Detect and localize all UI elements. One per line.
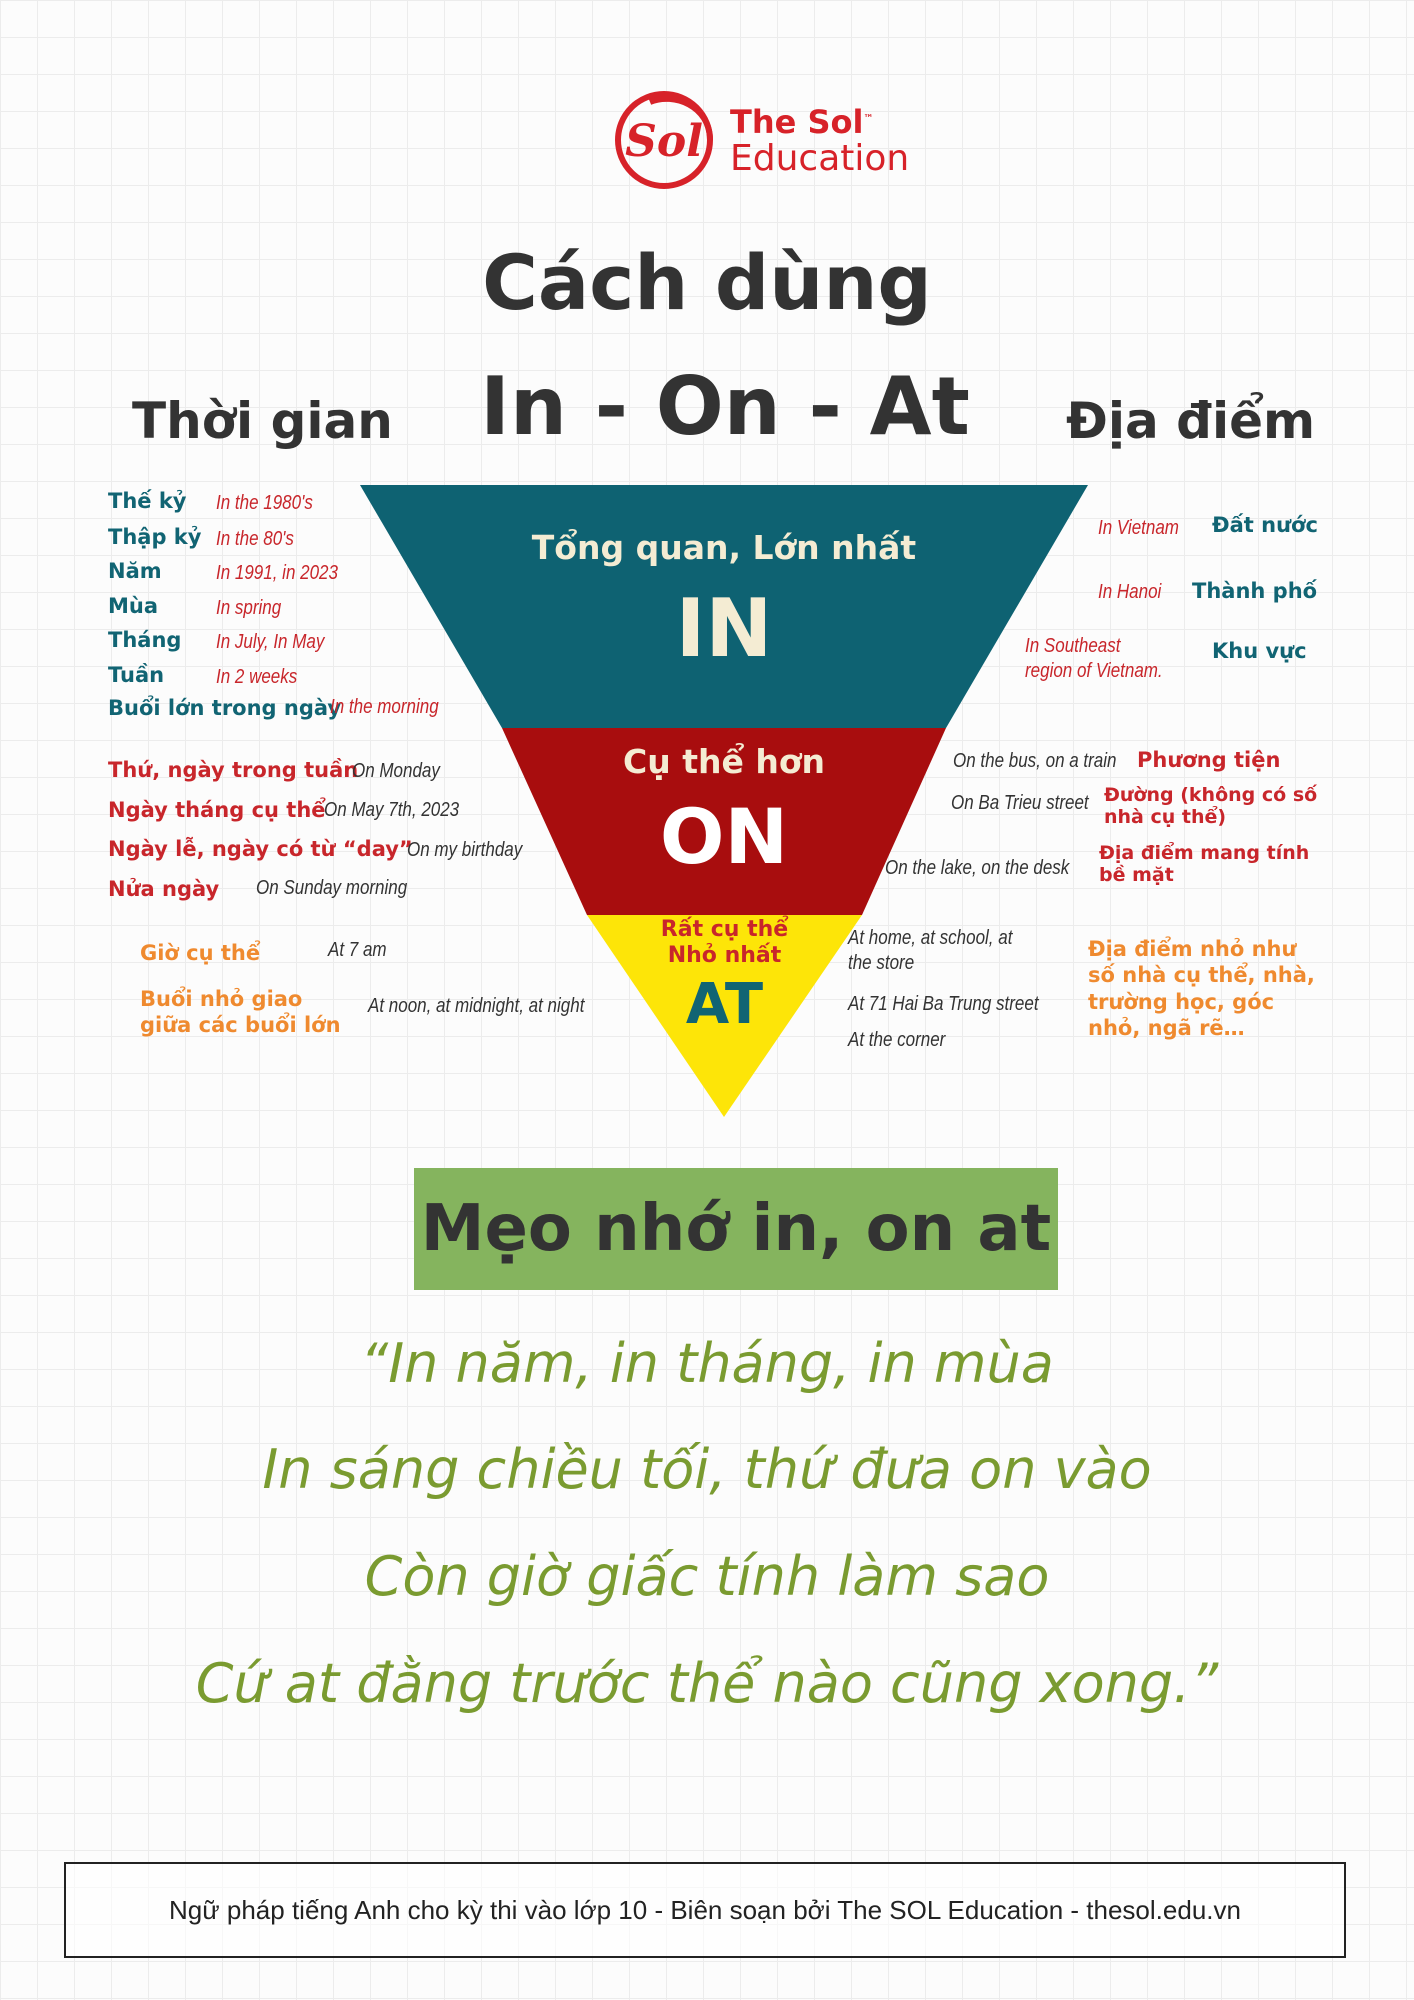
- time-in-example: In the 1980's: [216, 492, 313, 514]
- title-line1: Cách dùng: [482, 238, 932, 327]
- logo-tm: ™: [863, 113, 874, 125]
- time-in-example: In 2 weeks: [216, 666, 298, 688]
- time-on-label: Ngày lễ, ngày có từ “day”: [108, 837, 413, 861]
- place-in-label: Thành phố: [1192, 579, 1318, 603]
- time-in-example: In 1991, in 2023: [216, 562, 338, 584]
- place-on-label: Địa điểm mang tính bề mặt: [1099, 842, 1310, 886]
- place-in-example: In Vietnam: [1098, 517, 1179, 539]
- place-at-example: At 71 Hai Ba Trung street: [848, 993, 1039, 1015]
- place-on-example: On Ba Trieu street: [951, 792, 1089, 814]
- place-at-label: Địa điểm nhỏ như số nhà cụ thể, nhà, trường học, góc nhỏ, ngã rẽ…: [1088, 937, 1315, 1040]
- time-at-example: At noon, at midnight, at night: [368, 995, 585, 1017]
- time-in-example: In spring: [216, 597, 282, 619]
- time-at-label: Giờ cụ thể: [140, 941, 261, 965]
- on-word: ON: [659, 792, 789, 881]
- tip-title: Mẹo nhớ in, on at: [420, 1192, 1052, 1266]
- time-in-label: Mùa: [108, 594, 159, 618]
- at-subtitle-2: Nhỏ nhất: [667, 943, 782, 968]
- logo-line1: The Sol: [730, 103, 864, 141]
- time-on-example: On May 7th, 2023: [324, 799, 460, 821]
- time-at-example: At 7 am: [328, 939, 387, 961]
- at-subtitle-1: Rất cụ thể: [660, 917, 789, 942]
- place-in-example: In Hanoi: [1098, 581, 1162, 603]
- time-in-example: In the morning: [330, 696, 439, 718]
- on-subtitle: Cụ thể hơn: [623, 742, 825, 781]
- time-in-label: Tháng: [108, 628, 182, 652]
- time-in-example: In the 80's: [216, 528, 294, 550]
- poem-line: “In năm, in tháng, in mùa: [360, 1332, 1054, 1395]
- place-at-example: At home, at school, at the store: [848, 927, 1013, 974]
- tip-banner: [414, 1168, 1058, 1290]
- place-in-label: Khu vực: [1212, 639, 1307, 663]
- svg-text:Sol: Sol: [625, 116, 703, 167]
- time-on-example: On Sunday morning: [256, 877, 408, 899]
- place-on-label: Đường (không có số nhà cụ thể): [1104, 784, 1318, 828]
- time-in-label: Thập kỷ: [108, 525, 202, 549]
- place-on-label: Phương tiện: [1137, 748, 1281, 772]
- time-on-example: On my birthday: [407, 839, 523, 861]
- logo-line2: Education: [730, 137, 910, 179]
- place-on-example: On the bus, on a train: [953, 750, 1117, 772]
- header-place: Địa điểm: [1066, 392, 1316, 450]
- time-on-label: Ngày tháng cụ thể: [108, 798, 326, 822]
- time-in-example: In July, In May: [216, 631, 325, 653]
- poem-line: Còn giờ giấc tính làm sao: [364, 1545, 1050, 1608]
- footer: [64, 1862, 1346, 1958]
- footer-text: Ngữ pháp tiếng Anh cho kỳ thi vào lớp 10 - Biên soạn bởi The SOL Education - thesol.edu.vn: [169, 1894, 1241, 1925]
- place-on-example: On the lake, on the desk: [885, 857, 1070, 879]
- in-subtitle: Tổng quan, Lớn nhất: [531, 528, 917, 567]
- place-at-example: At the corner: [848, 1029, 946, 1051]
- poem-line: In sáng chiều tối, thứ đưa on vào: [262, 1438, 1152, 1501]
- title-line2: In - On - At: [480, 360, 970, 453]
- in-word: IN: [675, 582, 773, 675]
- header-time: Thời gian: [132, 392, 393, 450]
- time-on-example: On Monday: [352, 760, 440, 782]
- time-in-label: Buổi lớn trong ngày: [108, 696, 342, 720]
- time-in-label: Tuần: [108, 663, 165, 687]
- place-in-example: In Southeast region of Vietnam.: [1025, 635, 1163, 682]
- time-on-label: Nửa ngày: [108, 877, 220, 901]
- poem-line: Cứ at đằng trước thể nào cũng xong.”: [195, 1652, 1219, 1715]
- time-on-label: Thứ, ngày trong tuần: [108, 758, 359, 782]
- at-word: AT: [685, 972, 764, 1037]
- time-at-label: Buổi nhỏ giao giữa các buổi lớn: [140, 987, 341, 1038]
- place-in-label: Đất nước: [1212, 513, 1318, 537]
- time-in-label: Năm: [108, 559, 162, 583]
- time-in-label: Thế kỷ: [108, 489, 187, 513]
